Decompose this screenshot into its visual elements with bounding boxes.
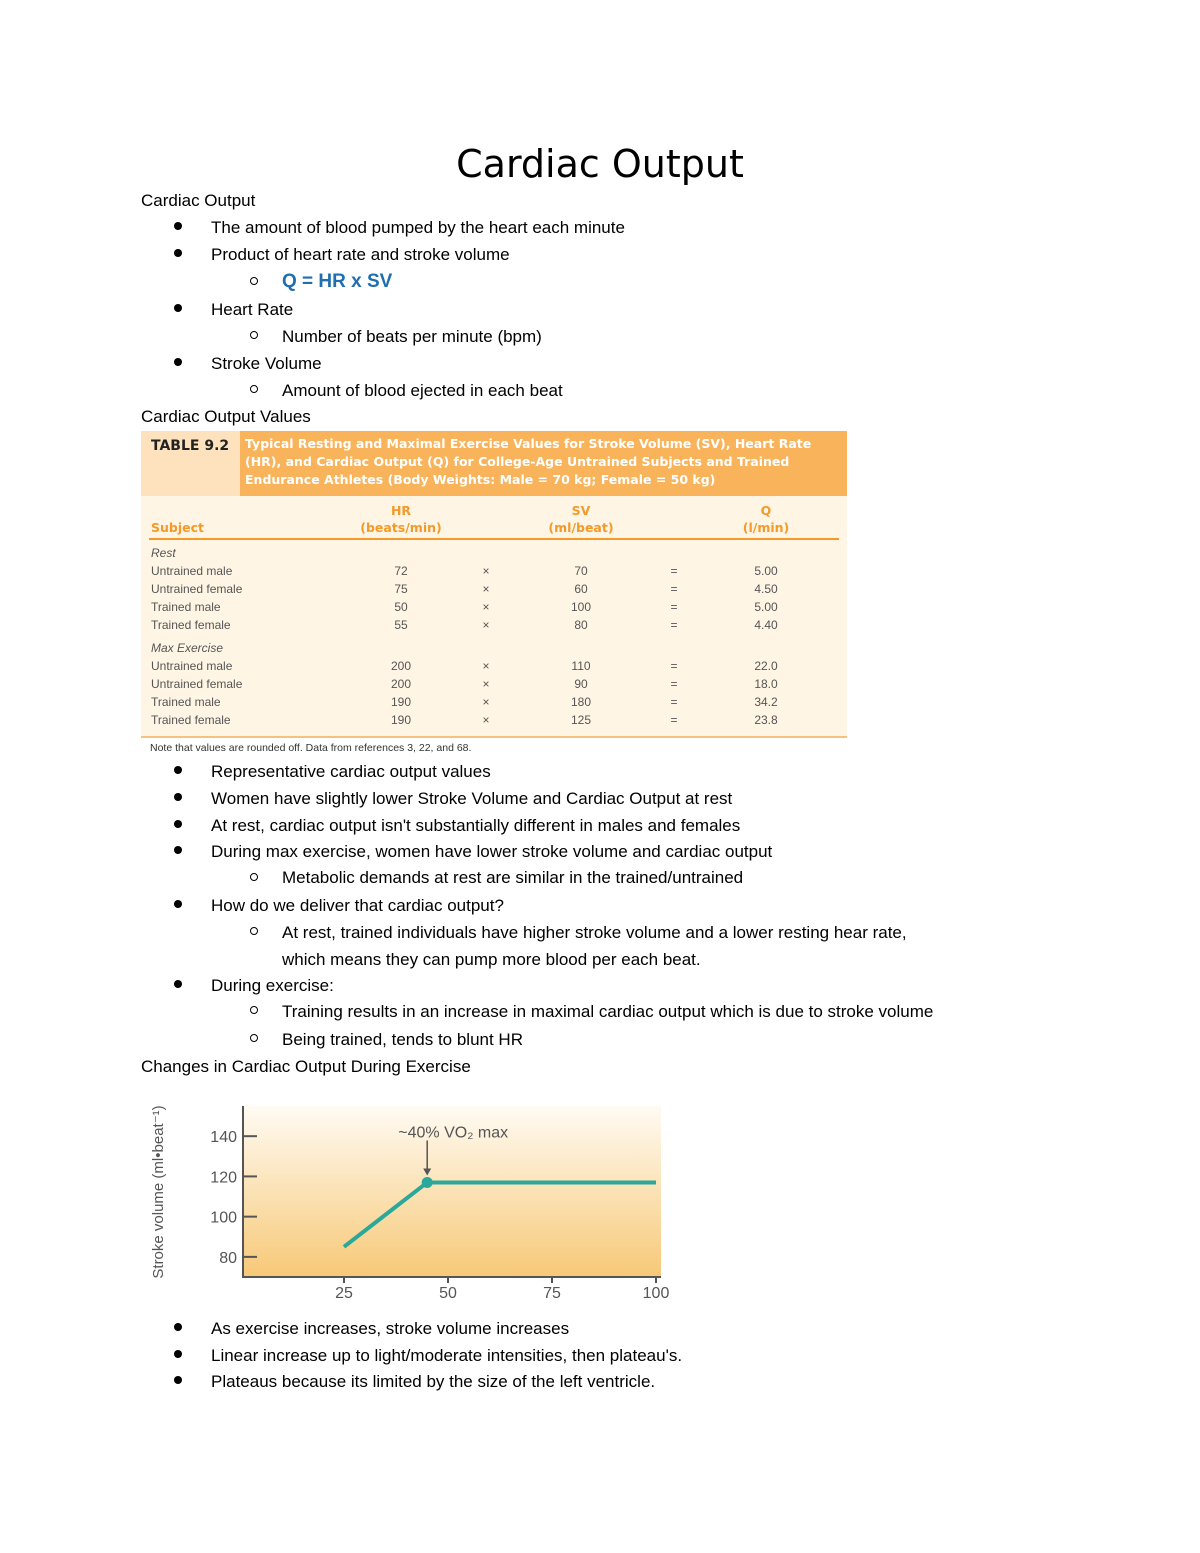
cell-sv: 70 [574,564,588,578]
section-heading-values: Cardiac Output Values [141,407,311,426]
cell-times: × [482,677,490,691]
chart-svg [141,1100,681,1305]
cell-times: × [482,618,490,632]
cell-sv: 180 [570,695,592,709]
y-tick-label: 100 [210,1209,237,1227]
table-section-row [141,546,847,564]
cell-times: × [482,713,490,727]
list-item: Linear increase up to light/moderate intensities, then plateau's. [211,1346,683,1365]
bullet-dot [174,1350,182,1358]
cell-times: × [482,564,490,578]
cell-subject: Trained female [151,713,231,727]
table-row [141,564,847,582]
list-item: Stroke Volume [211,354,322,373]
cell-equals: = [670,618,678,632]
cell-sv: 100 [570,600,592,614]
annotation-label: ~40% VO₂ max [398,1124,509,1142]
cell-times: × [482,600,490,614]
formula: Q = HR x SV [282,271,393,292]
table-row [141,695,847,713]
cell-equals: = [670,713,678,727]
sub-bullet-circle [250,277,258,285]
col-header-subject: Subject [151,520,204,535]
cell-q: 23.8 [754,713,778,727]
bullet-dot [174,846,182,854]
bullet-dot [174,766,182,774]
sub-bullet-circle [250,1034,258,1042]
bullet-dot [174,249,182,257]
table-section-row [141,641,847,659]
cell-hr: 200 [390,659,412,673]
table-row [141,677,847,695]
cell-subject: Trained female [151,618,231,632]
table-row [141,618,847,636]
col-header-hr: HR [390,503,412,518]
table-row [141,659,847,677]
cell-equals: = [670,695,678,709]
cell-equals: = [670,600,678,614]
x-tick-label: 75 [543,1285,561,1302]
list-item: Women have slightly lower Stroke Volume and Cardiac Output at rest [211,789,733,808]
cell-q: 22.0 [754,659,778,673]
cell-sv: 60 [574,582,588,596]
bullet-dot [174,222,182,230]
cell-q: 5.00 [754,564,778,578]
bullet-dot [174,1376,182,1384]
col-header-sv-unit: (ml/beat) [548,520,614,535]
cell-hr: 190 [390,713,412,727]
sub-bullet-circle [250,385,258,393]
sub-bullet-circle [250,331,258,339]
list-item-continuation: which means they can pump more blood per each beat. [282,950,701,969]
list-item: How do we deliver that cardiac output? [211,896,504,915]
header-rule [149,538,839,540]
cardiac-output-table [141,431,847,756]
cell-subject: Untrained male [151,659,233,673]
sub-bullet-circle [250,1006,258,1014]
cell-sv: 80 [574,618,588,632]
table-header-band [141,431,847,496]
cell-hr: 72 [394,564,408,578]
cell-sv: 125 [570,713,592,727]
bullet-dot [174,304,182,312]
cell-q: 5.00 [754,600,778,614]
table-note: Note that values are rounded off. Data from references 3, 22, and 68. [150,742,472,754]
cell-sv: 110 [571,659,591,673]
section-heading-changes: Changes in Cardiac Output During Exercise [141,1057,471,1076]
annotation-point [422,1177,433,1188]
cell-subject: Untrained female [151,582,243,596]
x-ticks [335,1277,669,1302]
y-axis-label: Stroke volume (ml•beat⁻¹) [150,1105,167,1279]
list-item: During max exercise, women have lower stroke volume and cardiac output [211,842,773,861]
cell-hr: 190 [390,695,412,709]
list-item: As exercise increases, stroke volume increases [211,1319,570,1338]
cell-hr: 50 [394,600,408,614]
section-label-max: Max Exercise [151,641,224,655]
bullet-dot [174,793,182,801]
table-caption: Typical Resting and Maximal Exercise Values for Stroke Volume (SV), Heart Rate (HR), and Cardiac Output (Q) for College-Age Untrained Subjects and Trained Endurance Athletes (Body Weights: Male = 70 kg; Female = 50 kg) [245,436,812,487]
table-row [141,582,847,600]
cell-times: × [482,659,490,673]
col-header-q: Q [760,503,772,518]
sub-bullet-circle [250,927,258,935]
cell-hr: 55 [394,618,408,632]
page-title: Cardiac Output [456,142,744,186]
list-item: Heart Rate [211,300,294,319]
section-label-rest: Rest [151,546,176,560]
table-label: TABLE 9.2 [151,438,230,454]
col-header-hr-unit: (beats/min) [360,520,442,535]
table-body [141,496,847,738]
list-item: Metabolic demands at rest are similar in the trained/untrained [282,868,744,887]
cell-equals: = [670,582,678,596]
y-tick-label: 120 [210,1169,237,1187]
col-header-sv: SV [571,503,591,518]
list-item: Number of beats per minute (bpm) [282,327,542,346]
x-tick-label: 100 [642,1285,670,1302]
cell-subject: Untrained female [151,677,243,691]
list-item: Product of heart rate and stroke volume [211,245,510,264]
table-row [141,713,847,731]
list-item: Representative cardiac output values [211,762,491,781]
bullet-dot [174,358,182,366]
x-tick-label: 50 [439,1285,457,1302]
bullet-dot [174,820,182,828]
table-row [141,600,847,618]
cell-q: 4.40 [754,618,778,632]
cell-subject: Trained male [151,695,221,709]
x-tick-label: 25 [335,1285,353,1302]
cell-equals: = [670,659,678,673]
section-heading-cardiac-output: Cardiac Output [141,191,256,210]
cell-times: × [482,582,490,596]
list-item: The amount of blood pumped by the heart each minute [211,218,625,237]
cell-equals: = [670,564,678,578]
list-item: Amount of blood ejected in each beat [282,381,563,400]
col-header-q-unit: (l/min) [742,520,790,535]
bullet-dot [174,980,182,988]
cell-times: × [482,695,490,709]
cell-q: 18.0 [754,677,778,691]
list-item: During exercise: [211,976,334,995]
cell-hr: 75 [394,582,408,596]
bullet-dot [174,1323,182,1331]
list-item: At rest, cardiac output isn't substantially different in males and females [211,816,741,835]
stroke-volume-chart [141,1100,681,1305]
cell-equals: = [670,677,678,691]
y-tick-label: 80 [219,1249,237,1267]
bullet-dot [174,900,182,908]
cell-subject: Untrained male [151,564,233,578]
cell-q: 4.50 [754,582,778,596]
list-item: At rest, trained individuals have higher stroke volume and a lower resting hear rate, [282,923,907,942]
list-item: Being trained, tends to blunt HR [282,1030,523,1049]
sub-bullet-circle [250,873,258,881]
list-item: Training results in an increase in maximal cardiac output which is due to stroke volume [282,1002,934,1021]
cell-subject: Trained male [151,600,221,614]
cell-hr: 200 [390,677,412,691]
y-tick-label: 140 [210,1129,237,1147]
cell-q: 34.2 [754,695,778,709]
cell-sv: 90 [574,677,588,691]
list-item: Plateaus because its limited by the size of the left ventricle. [211,1372,656,1391]
